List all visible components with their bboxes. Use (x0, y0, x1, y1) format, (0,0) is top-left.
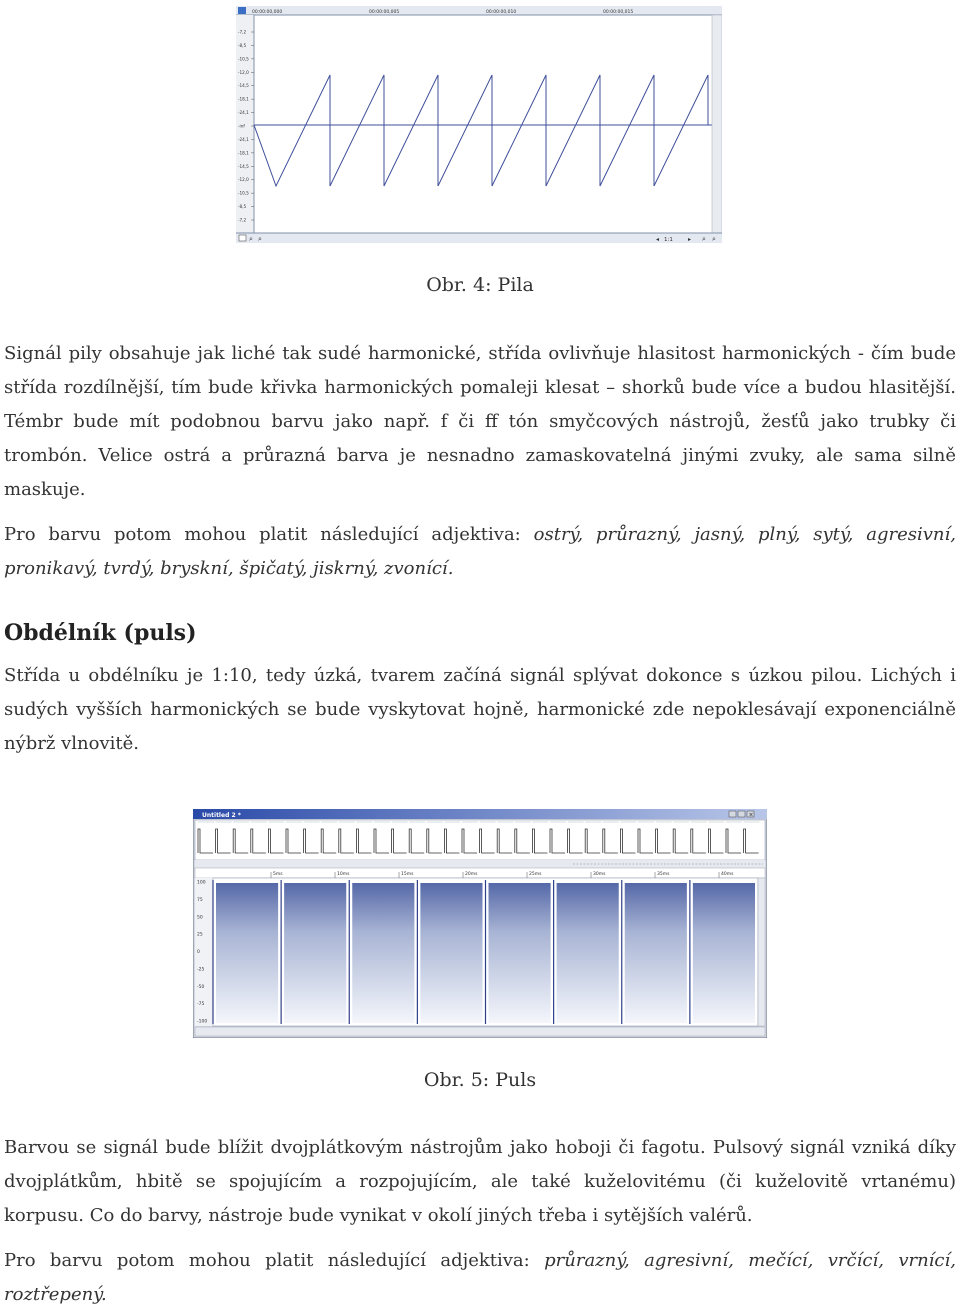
pulse-bar (352, 883, 414, 1023)
zoom-icon[interactable]: ⌕ (702, 235, 706, 243)
ruler-label: 20ms (465, 872, 478, 877)
close-icon: × (748, 811, 754, 819)
waveform-icon (238, 7, 246, 14)
y-tick-label: -50 (197, 984, 205, 990)
timeline-label-3: 00:00:00,015 (603, 10, 634, 15)
pulse-bar (625, 883, 687, 1023)
y-tick-label: -7,2 (238, 217, 247, 223)
y-tick-label: -7,2 (238, 29, 247, 35)
maximize-button[interactable] (738, 811, 745, 817)
pulse-bar (693, 883, 755, 1023)
y-tick-label: 50 (197, 915, 203, 921)
y-tick-label: -14,5 (238, 163, 249, 169)
adjectives-lead-2: Pro barvu potom mohou platit následující adjektiva: (4, 1250, 545, 1271)
pulse-bar (284, 883, 346, 1023)
y-tick-label: -100 (197, 1019, 208, 1025)
pulse-bar (489, 883, 551, 1023)
section-heading-pulse: Obdélník (puls) (4, 620, 197, 646)
y-tick-label: -8,5 (238, 42, 247, 48)
ruler-label: 30ms (593, 872, 606, 877)
y-tick-label: -24,1 (238, 110, 249, 116)
figure-caption-saw: Obr. 4: Pila (426, 274, 534, 296)
ruler-label: 35ms (657, 872, 670, 877)
ruler-label: 40ms (721, 872, 734, 877)
y-tick-label: -12,0 (238, 177, 249, 183)
paragraph-pulse-description: Střída u obdélníku je 1:10, tedy úzká, tvarem začíná signál splývat dokonce s úzkou pilou. Lichých i sudých vyšších harmonických se bude vyskytovat hojně, harmonické zde nepoklesávají exponenciálně nýbrž vlnovitě. (4, 665, 956, 754)
ruler-label: 10ms (337, 872, 350, 877)
ruler-label: 25ms (529, 872, 542, 877)
ruler-label: 5ms (273, 872, 283, 877)
y-tick-label: -8,5 (238, 204, 247, 210)
zoom-level: 1:1 (664, 237, 673, 243)
scroll-left-icon[interactable]: ◂ (656, 236, 660, 243)
horizontal-scrollbar[interactable] (195, 1027, 765, 1036)
sawtooth-waveform-figure (236, 6, 722, 243)
window-title-bar (193, 809, 767, 819)
y-tick-label: -14,5 (238, 83, 249, 89)
zoom-in-icon[interactable]: ⌕ (249, 235, 253, 243)
y-tick-label: 100 (197, 880, 206, 886)
y-tick-label: -25 (197, 967, 205, 973)
pulse-bar (557, 883, 619, 1023)
y-tick-label: -10,5 (238, 190, 249, 196)
ruler-label: 15ms (401, 872, 414, 877)
timeline-label-0: 00:00:00,000 (252, 10, 283, 15)
figure-caption-pulse: Obr. 5: Puls (423, 1069, 537, 1091)
pulse-bar (216, 883, 278, 1023)
zoom-out-icon[interactable]: ⌕ (258, 235, 262, 243)
y-tick-label: 25 (197, 932, 203, 938)
paragraph-pulse-timbre: Barvou se signál bude blížit dvojplátkovým nástrojům jako hoboji či fagotu. Pulsový signál vzniká díky dvojplátkům, hbitě se spojujícím a rozpojujícím, ale také kuželovitému (či kuželovitě vrtanému) korpusu. Co do barvy, nástroje bude vynikat v okolí jiných třeba i sytějších valérů. (4, 1137, 956, 1226)
scroll-right-icon[interactable]: ▸ (688, 236, 692, 243)
y-tick-label: -75 (197, 1002, 205, 1008)
window-title: Untitled 2 * (202, 812, 241, 819)
paragraph-pulse-adjectives (4, 1244, 956, 1312)
y-tick-label: -18,1 (238, 96, 249, 102)
adjectives-list-2: průrazný, agresivní, mečící, vrčící, vrnící, roztřepený. (4, 1250, 956, 1305)
fit-button[interactable] (239, 235, 246, 241)
paragraph-saw-adjectives (4, 518, 956, 586)
y-tick-label: -10,5 (238, 56, 249, 62)
y-tick-label: -12,0 (238, 69, 249, 75)
minimize-button[interactable] (729, 811, 736, 817)
y-tick-label: 0 (197, 950, 200, 955)
vertical-scrollbar[interactable] (712, 15, 722, 233)
adjectives-list: ostrý, průrazný, jasný, plný, sytý, agresivní, pronikavý, tvrdý, bryskní, špičatý, jiskrný, zvonící. (4, 524, 956, 579)
y-tick-label: 75 (197, 897, 203, 903)
y-tick-label: -inf (238, 123, 245, 129)
adjectives-lead: Pro barvu potom mohou platit následující adjektiva: (4, 524, 534, 545)
paragraph-saw-description: Signál pily obsahuje jak liché tak sudé harmonické, střída ovlivňuje hlasitost harmonických - čím bude střída rozdílnější, tím bude křivka harmonických pomaleji klesat – shorků bude více a budou hlasitější. Témbr bude mít podobnou barvu jako např. f či ff tón smyčcových nástrojů, žesťů jako trubky či trombón. Velice ostrá a průrazná barva je nesnadno zamaskovatelná jinými zvuky, ale sama silně maskuje. (4, 343, 956, 500)
zoom-icon-2[interactable]: ⌕ (712, 235, 716, 243)
pulse-waveform-figure (193, 809, 767, 1038)
vertical-scrollbar[interactable] (758, 878, 765, 1026)
timeline-label-2: 00:00:00,010 (486, 10, 517, 15)
y-tick-label: -18,1 (238, 150, 249, 156)
pulse-bar (420, 883, 482, 1023)
y-tick-label: -24,1 (238, 136, 249, 142)
timeline-label-1: 00:00:00,005 (369, 10, 400, 15)
